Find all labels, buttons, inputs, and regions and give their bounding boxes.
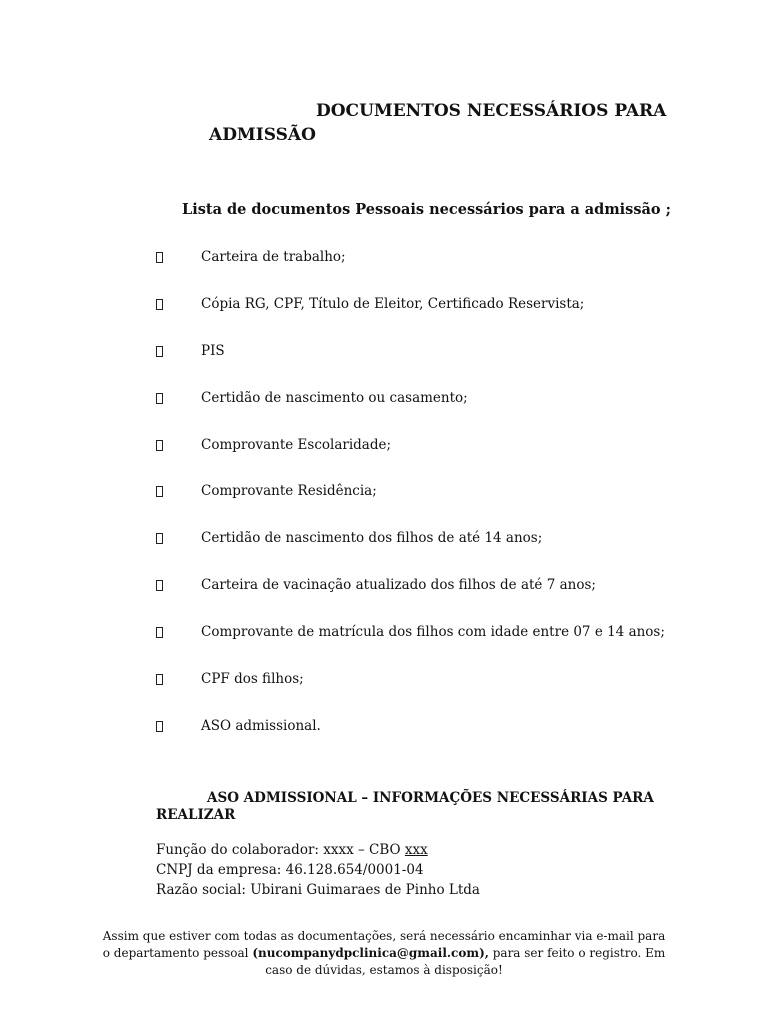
empty-square-icon	[156, 721, 163, 732]
list-item	[0, 577, 768, 599]
list-item-label: Certidão de nascimento dos filhos de até 14 anos;	[201, 530, 543, 546]
page-title-line1: DOCUMENTOS NECESSÁRIOS PARA	[316, 101, 667, 121]
empty-square-icon	[156, 252, 163, 263]
list-item-label: PIS	[201, 343, 225, 359]
footer-text-part2: para ser feito o registro. Em caso de dúvidas, estamos à disposição!	[265, 946, 666, 977]
list-item	[0, 390, 768, 412]
list-item	[0, 296, 768, 318]
list-item	[0, 624, 768, 646]
list-item-label: CPF dos filhos;	[201, 671, 304, 687]
company-cnpj: CNPJ da empresa: 46.128.654/0001-04	[156, 862, 424, 878]
list-item	[0, 671, 768, 693]
job-function-line	[156, 842, 428, 858]
list-item	[0, 530, 768, 552]
empty-square-icon	[156, 440, 163, 451]
documents-list-heading: Lista de documentos Pessoais necessários para a admissão ;	[182, 201, 671, 218]
list-item-label: Cópia RG, CPF, Título de Eleitor, Certificado Reservista;	[201, 296, 585, 312]
empty-square-icon	[156, 346, 163, 357]
list-item-label: Carteira de trabalho;	[201, 249, 346, 265]
list-item-label: Comprovante Escolaridade;	[201, 437, 392, 453]
contact-email: (nucompanydpclinica@gmail.com),	[252, 946, 489, 960]
list-item-label: ASO admissional.	[201, 718, 321, 734]
list-item-label: Comprovante Residência;	[201, 483, 377, 499]
empty-square-icon	[156, 627, 163, 638]
empty-square-icon	[156, 580, 163, 591]
empty-square-icon	[156, 533, 163, 544]
company-name: Razão social: Ubirani Guimaraes de Pinho Ltda	[156, 882, 480, 898]
job-function-text: Função do colaborador: xxxx – CBO	[156, 842, 405, 858]
list-item	[0, 249, 768, 271]
footer-text-part1: Assim que estiver com todas as documentações, será necessário encaminhar via e-mail para o departamento pessoal	[102, 929, 666, 960]
list-item	[0, 343, 768, 365]
list-item-label: Certidão de nascimento ou casamento;	[201, 390, 468, 406]
empty-square-icon	[156, 393, 163, 404]
footer-note	[100, 928, 668, 979]
empty-square-icon	[156, 299, 163, 310]
cbo-code: xxx	[404, 842, 428, 858]
list-item	[0, 718, 768, 740]
empty-square-icon	[156, 674, 163, 685]
aso-section-heading-line2: REALIZAR	[156, 807, 236, 823]
list-item-label: Comprovante de matrícula dos filhos com idade entre 07 e 14 anos;	[201, 624, 665, 640]
empty-square-icon	[156, 486, 163, 497]
list-item-label: Carteira de vacinação atualizado dos filhos de até 7 anos;	[201, 577, 596, 593]
list-item	[0, 483, 768, 505]
list-item	[0, 437, 768, 459]
page-title-line2: ADMISSÃO	[209, 125, 316, 145]
aso-section-heading-line1: ASO ADMISSIONAL – INFORMAÇÕES NECESSÁRIAS PARA	[207, 790, 654, 806]
